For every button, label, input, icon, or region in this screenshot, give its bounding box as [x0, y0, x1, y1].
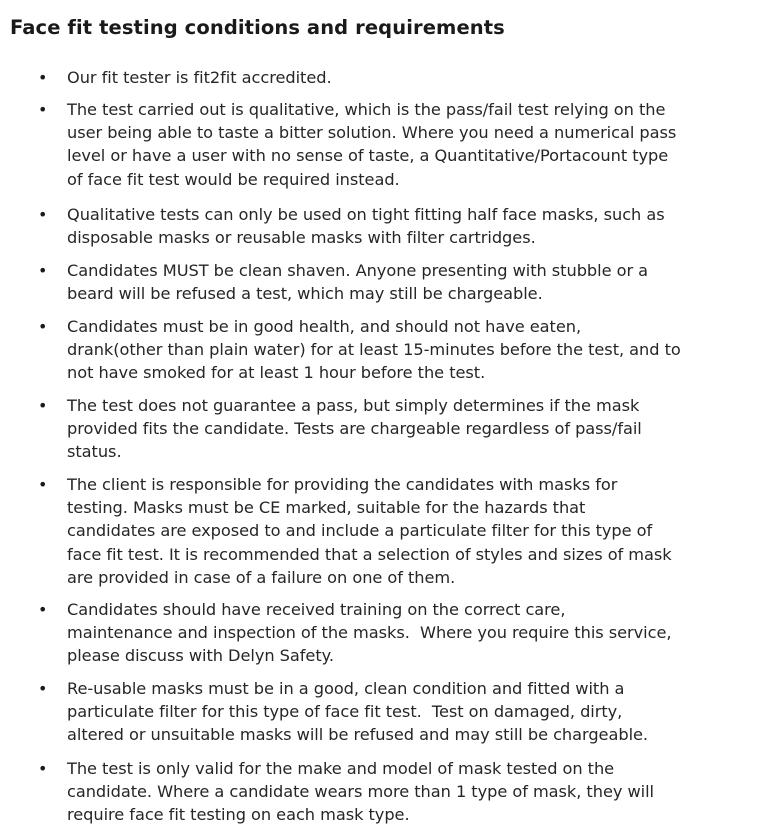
text-line: altered or unsuitable masks will be refused and may still be chargeable. [67, 725, 649, 745]
list-item-text [67, 394, 757, 464]
text-line: Candidates should have received training on the correct care, [67, 600, 566, 619]
text-line: not have smoked for at least 1 hour before the test. [67, 363, 486, 383]
text-line: of face fit test would be required instead. [67, 169, 400, 189]
list-item-text [67, 259, 757, 305]
text-line: are provided in case of a failure on one of them. [67, 567, 456, 587]
text-line: particulate filter for this type of face fit test. Test on damaged, dirty, [67, 702, 623, 722]
text-line: Candidates MUST be clean shaven. Anyone presenting with stubble or a [67, 261, 649, 280]
text-line: please discuss with Delyn Safety. [67, 646, 334, 666]
bullet-icon: • [38, 396, 48, 415]
text-line: face fit test. It is recommended that a selection of styles and sizes of mask [67, 544, 672, 564]
bullet-icon: • [38, 317, 48, 336]
bullet-icon: • [38, 68, 48, 87]
text-line: testing. Masks must be CE marked, suitable for the hazards that [67, 498, 586, 518]
list-item-text [67, 98, 757, 191]
text-line: require face fit testing on each mask type. [67, 805, 410, 825]
text-line: beard will be refused a test, which may still be chargeable. [67, 284, 543, 304]
list-item [38, 473, 756, 589]
text-line: drank(other than plain water) for at least 15-minutes before the test, and to [67, 340, 681, 360]
bullet-icon: • [38, 679, 48, 698]
text-line: provided fits the candidate. Tests are chargeable regardless of pass/fail [67, 419, 642, 439]
text-line: user being able to taste a bitter solution. Where you need a numerical pass [67, 123, 677, 143]
list-item [38, 394, 756, 464]
list-item-text [67, 203, 757, 249]
page-title: Face fit testing conditions and requirements [10, 16, 505, 39]
text-line: The test does not guarantee a pass, but simply determines if the mask [67, 396, 640, 415]
list-item [38, 66, 756, 89]
text-line: maintenance and inspection of the masks. Where you require this service, [67, 623, 672, 643]
list-item-text [67, 66, 757, 89]
list-item-text [67, 598, 757, 668]
bullet-icon: • [38, 100, 48, 119]
list-item [38, 598, 756, 668]
list-item [38, 98, 756, 191]
list-item-text [67, 473, 757, 589]
bullet-icon: • [38, 600, 48, 619]
text-line: candidate. Where a candidate wears more than 1 type of mask, they will [67, 782, 655, 802]
list-item [38, 259, 756, 305]
text-line: level or have a user with no sense of taste, a Quantitative/Portacount type [67, 146, 669, 166]
text-line: The test carried out is qualitative, which is the pass/fail test relying on the [67, 100, 666, 119]
list-item [38, 757, 756, 827]
list-item [38, 677, 756, 747]
list-item-text [67, 677, 757, 747]
text-line: Our fit tester is fit2fit accredited. [67, 68, 332, 87]
bullet-icon: • [38, 261, 48, 280]
list-item-text [67, 757, 757, 827]
text-line: status. [67, 442, 122, 462]
text-line: The client is responsible for providing the candidates with masks for [67, 475, 618, 494]
list-item-text [67, 315, 757, 385]
list-item [38, 315, 756, 385]
bullet-icon: • [38, 205, 48, 224]
list-item [38, 203, 756, 249]
text-line: Qualitative tests can only be used on tight fitting half face masks, such as [67, 205, 665, 224]
bullet-icon: • [38, 475, 48, 494]
text-line: The test is only valid for the make and model of mask tested on the [67, 759, 615, 778]
text-line: Re-usable masks must be in a good, clean condition and fitted with a [67, 679, 625, 698]
text-line: candidates are exposed to and include a particulate filter for this type of [67, 521, 653, 541]
text-line: disposable masks or reusable masks with filter cartridges. [67, 228, 536, 248]
text-line: Candidates must be in good health, and should not have eaten, [67, 317, 582, 336]
bullet-icon: • [38, 759, 48, 778]
